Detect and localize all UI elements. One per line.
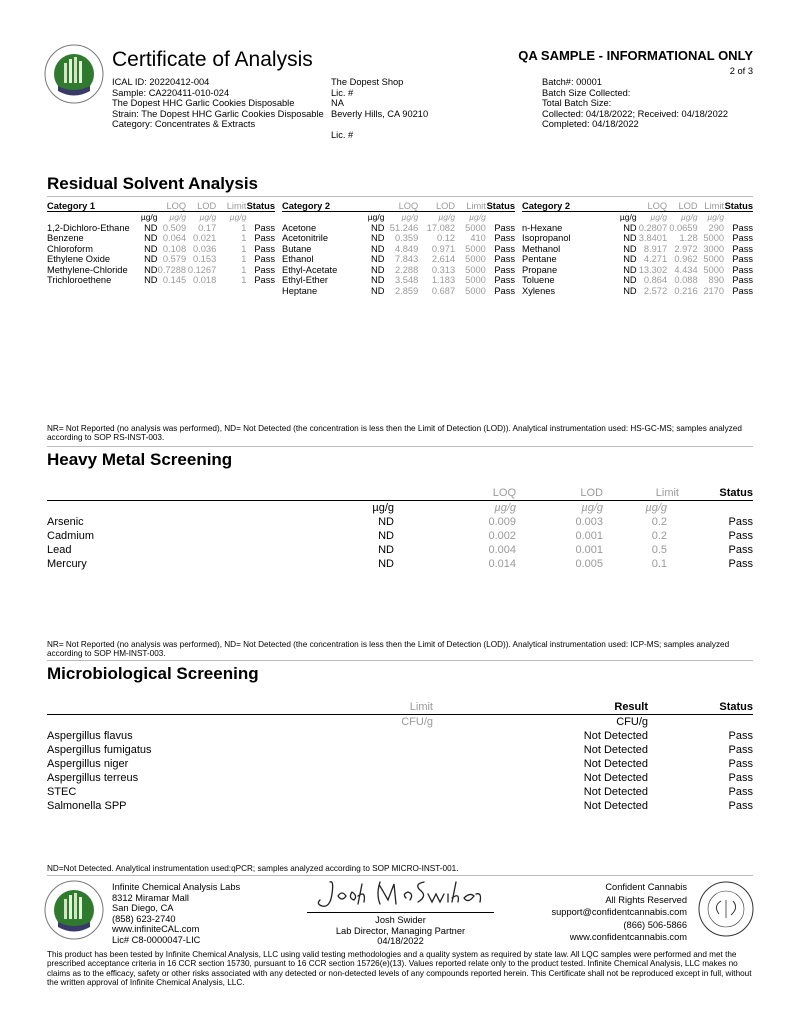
limit-value: 5000	[465, 285, 486, 296]
analyte-name: Arsenic	[47, 516, 84, 528]
client-line: NA	[331, 98, 344, 109]
analyte-name: Cadmium	[47, 530, 95, 542]
limit-value: 1	[241, 233, 247, 244]
lod-value: 0.021	[192, 233, 217, 244]
lod-value: 0.313	[431, 264, 456, 275]
status: Pass	[728, 758, 753, 770]
heavy-metal-title: Heavy Metal Screening	[47, 450, 233, 469]
analyte-name: Aspergillus fumigatus	[47, 744, 152, 756]
result: ND	[378, 558, 394, 570]
lod-value: 0.17	[198, 222, 217, 233]
lod-value: 0.001	[575, 530, 603, 542]
result: ND	[371, 275, 385, 286]
cc-line: (866) 506-5866	[623, 919, 687, 930]
loq-value: 2.572	[643, 285, 668, 296]
loq-value: 7.843	[394, 254, 419, 265]
table-row	[522, 265, 753, 276]
status: Pass	[732, 222, 753, 233]
unit: µg/g	[367, 212, 385, 223]
unit: µg/g	[707, 212, 725, 223]
limit-value: 1	[241, 243, 247, 254]
limit-value: 1	[241, 264, 247, 275]
loq-value: 2.859	[394, 285, 419, 296]
result: ND	[371, 285, 385, 296]
status: Pass	[728, 558, 753, 570]
result: Not Detected	[583, 772, 648, 784]
table-row	[47, 785, 753, 799]
table-row	[522, 223, 753, 234]
lod-header: LOD	[580, 487, 603, 499]
table-row	[47, 275, 275, 286]
heavy-metal-note: NR= Not Reported (no analysis was performed), ND= Not Detected (the concentration is less then the Limit of Detection (LOD)). Analytical instrumentation used: ICP-MS; samples analyzed according to SOP HM-INST-003.	[47, 640, 730, 659]
lab-line: Infinite Chemical Analysis Labs	[112, 882, 241, 892]
result: ND	[371, 233, 385, 244]
loq-value: 0.145	[162, 275, 187, 286]
table-row	[522, 275, 753, 286]
unit: µg/g	[469, 212, 486, 223]
limit-value: 5000	[703, 264, 725, 275]
limit-value: 0.2	[651, 530, 667, 542]
result: ND	[144, 254, 158, 265]
loq-value: 0.108	[162, 243, 187, 254]
residual-table-3	[522, 200, 753, 296]
limit-value	[367, 771, 433, 785]
batch-line: Total Batch Size:	[542, 98, 612, 109]
result: ND	[371, 222, 385, 233]
signer-line: Lab Director, Managing Partner	[335, 925, 466, 936]
analyte-name: Toluene	[522, 275, 555, 286]
limit-value: 5000	[703, 233, 725, 244]
lab-logo	[44, 44, 104, 104]
status: Pass	[254, 264, 275, 275]
result: ND	[378, 544, 394, 556]
analyte-name: Ethylene Oxide	[47, 254, 111, 265]
lod-value: 0.687	[431, 285, 456, 296]
limit-header: Limit	[409, 701, 433, 713]
table-row	[522, 286, 753, 297]
loq-value: 3.548	[394, 275, 419, 286]
lab-line: Lic# C8-0000047-LIC	[112, 934, 201, 945]
lod-value: 0.216	[674, 285, 698, 296]
residual-solvent-title: Residual Solvent Analysis	[47, 174, 258, 193]
result: ND	[371, 264, 385, 275]
page-number: 2 of 3	[729, 66, 753, 76]
limit-value: 0.2	[651, 516, 667, 528]
lod-value: 17.082	[426, 222, 456, 233]
status-header: Status	[246, 200, 275, 211]
result-header: Result	[614, 701, 648, 713]
sample-line: Category: Concentrates & Extracts	[112, 119, 256, 130]
table-row	[282, 286, 515, 297]
limit-value: 5000	[465, 222, 486, 233]
table-row	[47, 529, 753, 543]
analyte-name: Xylenes	[522, 285, 556, 296]
analyte-name: Propane	[522, 264, 558, 275]
unit: µg/g	[581, 502, 603, 514]
batch-line: Collected: 04/18/2022; Received: 04/18/2022	[542, 108, 729, 119]
status: Pass	[728, 772, 753, 784]
lod-value: 0.0659	[669, 222, 698, 233]
batch-line: Completed: 04/18/2022	[542, 119, 639, 130]
limit-header: Limit	[216, 200, 246, 212]
table-row	[47, 543, 753, 557]
status: Pass	[732, 243, 753, 254]
lod-value: 0.153	[192, 254, 217, 265]
loq-value: 0.002	[488, 530, 516, 542]
document-title: Certificate of Analysis	[112, 48, 313, 71]
client-line: Lic. #	[331, 129, 354, 140]
result: Not Detected	[583, 758, 648, 770]
loq-value: 3.8401	[638, 233, 668, 244]
table-row	[47, 757, 753, 771]
sample-line: The Dopest HHC Garlic Cookies Disposable	[112, 98, 295, 109]
lab-logo-footer	[44, 880, 104, 940]
result: ND	[623, 222, 637, 233]
cc-line: www.confidentcannabis.com	[569, 932, 687, 943]
limit-value: 410	[470, 233, 486, 244]
limit-value: 1	[241, 254, 247, 265]
loq-value: 4.271	[643, 254, 668, 265]
analyte-name: Pentane	[522, 254, 557, 265]
status: Pass	[494, 285, 515, 296]
qa-sample-label: QA SAMPLE - INFORMATIONAL ONLY	[518, 48, 753, 63]
micro-note: ND=Not Detected. Analytical instrumentation used:qPCR; samples analyzed according to SOP MICRO-INST-001.	[47, 864, 459, 873]
client-line: Beverly Hills, CA 90210	[331, 108, 429, 119]
client-line: Lic. #	[331, 87, 354, 98]
cc-line: All Rights Reserved	[605, 894, 687, 905]
limit-header: Limit	[455, 200, 486, 212]
table-row	[47, 233, 275, 244]
micro-table	[47, 700, 753, 813]
unit: µg/g	[619, 212, 637, 223]
table-row	[47, 771, 753, 785]
cc-info	[551, 882, 687, 943]
table-row	[522, 244, 753, 255]
client-info	[331, 77, 428, 141]
analyte-name: Ethyl-Acetate	[282, 264, 338, 275]
lab-line: www.infiniteCAL.com	[112, 924, 200, 935]
result: ND	[378, 530, 394, 542]
table-row	[282, 233, 515, 244]
lab-line: San Diego, CA	[112, 903, 174, 914]
table-row	[47, 743, 753, 757]
analyte-name: Chloroform	[47, 243, 93, 254]
result: ND	[144, 233, 158, 244]
batch-info	[542, 77, 728, 130]
loq-header: LOQ	[158, 200, 187, 212]
sample-info	[112, 77, 324, 130]
loq-value: 0.004	[488, 544, 516, 556]
status: Pass	[728, 800, 753, 812]
table-row	[47, 254, 275, 265]
signature	[310, 874, 490, 914]
analyte-name: Methylene-Chloride	[47, 264, 128, 275]
loq-value: 0.014	[488, 558, 516, 570]
loq-value: 0.2807	[638, 222, 668, 233]
table-row	[282, 265, 515, 276]
analyte-name: Heptane	[282, 285, 318, 296]
result: ND	[623, 254, 637, 265]
table-row	[282, 244, 515, 255]
lod-value: 0.018	[192, 275, 217, 286]
limit-value: 0.5	[651, 544, 667, 556]
analyte-name: Acetone	[282, 222, 317, 233]
residual-table-2	[282, 200, 515, 296]
result: Not Detected	[583, 786, 648, 798]
loq-header: LOQ	[492, 487, 516, 499]
status: Pass	[254, 254, 275, 265]
analyte-name: Lead	[47, 544, 72, 556]
table-row	[47, 515, 753, 529]
status-header: Status	[719, 487, 753, 499]
status: Pass	[732, 285, 753, 296]
client-line	[331, 119, 428, 130]
analyte-name: Aspergillus terreus	[47, 772, 139, 784]
unit: CFU/g	[401, 716, 433, 728]
signer-info	[307, 915, 494, 947]
loq-value: 2.288	[394, 264, 419, 275]
loq-value: 51.246	[389, 222, 419, 233]
result: ND	[623, 243, 637, 254]
loq-value: 0.064	[162, 233, 187, 244]
loq-header: LOQ	[384, 200, 418, 212]
status: Pass	[494, 222, 515, 233]
analyte-name: Trichloroethene	[47, 275, 112, 286]
limit-value	[367, 785, 433, 799]
micro-title: Microbiological Screening	[47, 664, 259, 683]
result: ND	[623, 285, 637, 296]
analyte-name: Benzene	[47, 233, 84, 244]
status: Pass	[254, 275, 275, 286]
status-header: Status	[719, 701, 753, 713]
result: Not Detected	[583, 800, 648, 812]
unit: µg/g	[650, 212, 668, 223]
sample-line: Strain: The Dopest HHC Garlic Cookies Disposable	[112, 108, 324, 119]
limit-value: 1	[241, 275, 247, 286]
limit-value: 3000	[703, 243, 725, 254]
limit-value: 890	[708, 275, 725, 286]
status: Pass	[728, 786, 753, 798]
status: Pass	[728, 516, 753, 528]
category-header: Category 2	[282, 200, 366, 212]
loq-value: 0.7288	[157, 264, 187, 275]
loq-value: 0.009	[488, 516, 516, 528]
analyte-name: Salmonella SPP	[47, 800, 127, 812]
limit-value: 2170	[703, 285, 725, 296]
residual-table-1	[47, 200, 275, 286]
batch-line: Batch Size Collected:	[542, 87, 631, 98]
limit-value: 290	[708, 222, 725, 233]
unit: µg/g	[140, 212, 158, 223]
confident-cannabis-seal	[697, 880, 755, 938]
analyte-name: Aspergillus niger	[47, 758, 129, 770]
lod-value: 4.434	[674, 264, 698, 275]
unit: µg/g	[494, 502, 516, 514]
lod-value: 0.003	[575, 516, 603, 528]
status: Pass	[728, 730, 753, 742]
result: ND	[144, 222, 158, 233]
limit-value: 5000	[465, 275, 486, 286]
category-header: Category 2	[522, 200, 620, 212]
status: Pass	[254, 243, 275, 254]
loq-header: LOQ	[637, 200, 668, 212]
unit: µg/g	[372, 502, 394, 514]
limit-value: 0.1	[651, 558, 667, 570]
loq-value: 8.917	[643, 243, 668, 254]
limit-value: 1	[241, 222, 247, 233]
lod-value: 1.183	[431, 275, 456, 286]
limit-header: Limit	[698, 200, 724, 212]
status-header: Status	[724, 200, 753, 211]
status-header: Status	[486, 200, 515, 211]
result: Not Detected	[583, 730, 648, 742]
limit-header: Limit	[655, 487, 679, 499]
unit: µg/g	[401, 212, 419, 223]
lod-value: 0.001	[575, 544, 603, 556]
status: Pass	[728, 744, 753, 756]
lab-line: (858) 623-2740	[112, 913, 176, 924]
result: ND	[144, 264, 158, 275]
result: ND	[371, 254, 385, 265]
table-row	[282, 275, 515, 286]
result: ND	[144, 243, 158, 254]
status: Pass	[728, 530, 753, 542]
analyte-name: Ethanol	[282, 254, 314, 265]
unit: µg/g	[229, 212, 247, 223]
lod-value: 2.614	[431, 254, 456, 265]
residual-note: NR= Not Reported (no analysis was performed), ND= Not Detected (the concentration is less then the Limit of Detection (LOD)). Analytical instrumentation used: HS-GC-MS; samples analyzed according to SOP RS-INST-003.	[47, 424, 742, 443]
status: Pass	[732, 233, 753, 244]
result: ND	[371, 243, 385, 254]
lod-value: 0.971	[431, 243, 456, 254]
limit-value	[367, 743, 433, 757]
table-row	[47, 265, 275, 276]
limit-value: 5000	[465, 243, 486, 254]
status: Pass	[494, 264, 515, 275]
unit: µg/g	[680, 212, 698, 223]
status: Pass	[728, 544, 753, 556]
lod-value: 0.088	[674, 275, 698, 286]
status: Pass	[494, 254, 515, 265]
unit: µg/g	[645, 502, 667, 514]
status: Pass	[732, 275, 753, 286]
lod-header: LOD	[667, 200, 698, 212]
table-row	[522, 254, 753, 265]
analyte-name: STEC	[47, 786, 77, 798]
lab-line: 8312 Miramar Mall	[112, 892, 189, 903]
analyte-name: Acetonitrile	[282, 233, 328, 244]
table-row	[522, 233, 753, 244]
loq-value: 4.849	[394, 243, 419, 254]
limit-value: 5000	[465, 254, 486, 265]
signer-line: Josh Swider	[375, 915, 426, 925]
unit: CFU/g	[616, 716, 648, 728]
unit: µg/g	[438, 212, 456, 223]
lod-value: 0.962	[674, 254, 698, 265]
cc-line: Confident Cannabis	[605, 882, 687, 892]
result: ND	[623, 233, 637, 244]
lod-value: 1.28	[679, 233, 698, 244]
result: ND	[378, 516, 394, 528]
status: Pass	[254, 222, 275, 233]
category-header: Category 1	[47, 200, 139, 212]
loq-value: 0.579	[162, 254, 187, 265]
limit-value: 5000	[465, 264, 486, 275]
status: Pass	[494, 275, 515, 286]
lod-value: 0.12	[437, 233, 456, 244]
lab-address	[112, 882, 240, 946]
heavy-metal-table	[47, 486, 753, 571]
disclaimer: This product has been tested by Infinite Chemical Analysis, LLC using valid testing methodologies and a quality system as required by state law. All LQC samples were performed and met the prescribed acceptance criteria in 16 CCR section 15730, pursuant to 16 CCR section 15726(e)(13). Values reported relate only to the product tested. Infinite Chemical Analysis, LLC makes no claims as to the efficacy, safety or other risks associated with any detected or non-detected levels of any compounds reported herein. This Certificate shall not be reproduced except in full, without the written approval of Infinite Chemical Analysis, LLC.	[47, 950, 752, 988]
table-row	[282, 223, 515, 234]
table-row	[47, 244, 275, 255]
analyte-name: Isopropanol	[522, 233, 571, 244]
loq-value: 0.359	[394, 233, 419, 244]
signer-line: 04/18/2022	[377, 936, 424, 947]
analyte-name: Butane	[282, 243, 312, 254]
analyte-name: Ethyl-Ether	[282, 275, 328, 286]
status: Pass	[732, 254, 753, 265]
table-row	[47, 557, 753, 571]
limit-value	[367, 799, 433, 813]
lod-value: 0.005	[575, 558, 603, 570]
analyte-name: Aspergillus flavus	[47, 730, 133, 742]
analyte-name: Methanol	[522, 243, 561, 254]
sample-line: ICAL ID: 20220412-004	[112, 77, 210, 87]
sample-line: Sample: CA220411-010-024	[112, 87, 230, 98]
lod-value: 0.1267	[187, 264, 217, 275]
status: Pass	[732, 264, 753, 275]
unit: µg/g	[199, 212, 217, 223]
lod-value: 2.972	[674, 243, 698, 254]
cc-line: support@confidentcannabis.com	[551, 907, 687, 918]
client-line: The Dopest Shop	[331, 77, 404, 87]
lod-header: LOD	[418, 200, 455, 212]
analyte-name: n-Hexane	[522, 222, 563, 233]
loq-value: 0.864	[643, 275, 668, 286]
analyte-name: 1,2-Dichloro-Ethane	[47, 222, 130, 233]
table-row	[282, 254, 515, 265]
table-row	[47, 223, 275, 234]
table-row	[47, 729, 753, 743]
loq-value: 13.302	[638, 264, 668, 275]
status: Pass	[494, 233, 515, 244]
result: ND	[623, 264, 637, 275]
analyte-name: Mercury	[47, 558, 87, 570]
batch-line: Batch#: 00001	[542, 77, 602, 87]
table-row	[47, 799, 753, 813]
result: ND	[144, 275, 158, 286]
limit-value	[367, 757, 433, 771]
result: Not Detected	[583, 744, 648, 756]
result: ND	[623, 275, 637, 286]
limit-value	[367, 729, 433, 743]
status: Pass	[494, 243, 515, 254]
limit-value: 5000	[703, 254, 725, 265]
lod-value: 0.036	[192, 243, 217, 254]
status: Pass	[254, 233, 275, 244]
lod-header: LOD	[186, 200, 216, 212]
unit: µg/g	[169, 212, 187, 223]
loq-value: 0.509	[162, 222, 187, 233]
